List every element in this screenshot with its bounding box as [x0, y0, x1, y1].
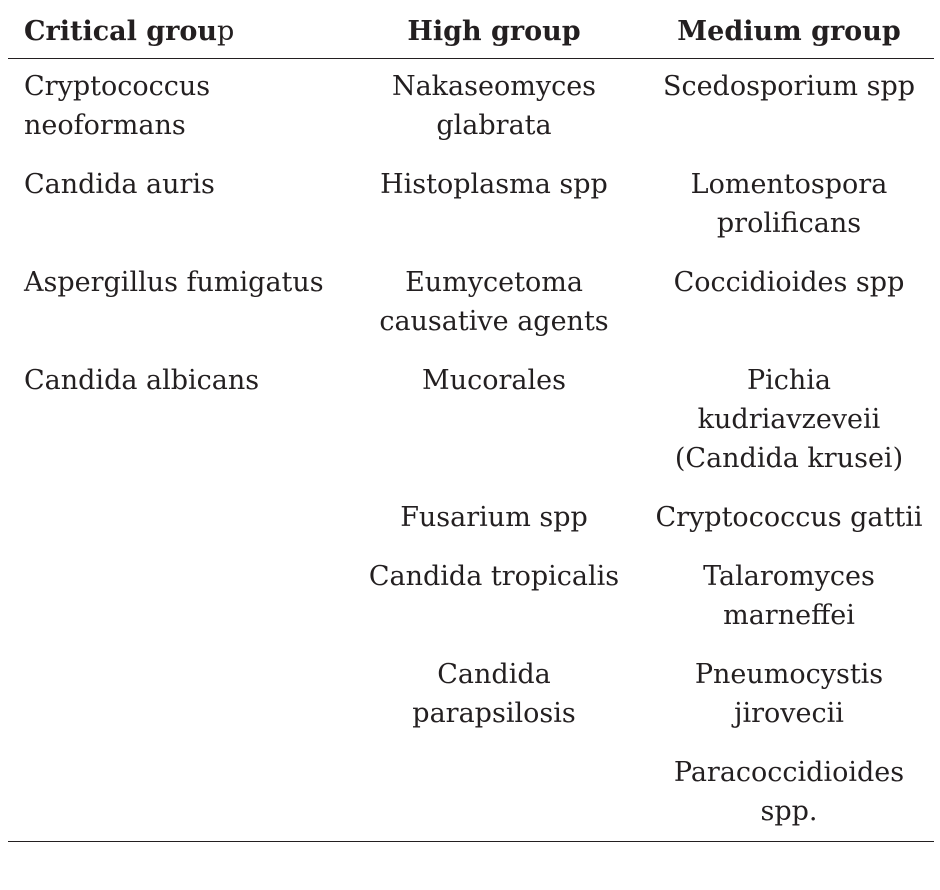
cell-critical: Aspergillus fumigatus [24, 267, 324, 298]
cell-high [344, 745, 644, 842]
cell-high: Eumycetoma causative agents [379, 267, 609, 337]
header-row [8, 6, 934, 59]
cell-medium: Pichia kudriavzeveii (Candida krusei) [674, 365, 904, 474]
cell-medium: Coccidioides spp [673, 267, 905, 298]
cell-high: Mucorales [422, 365, 566, 396]
table-row [8, 490, 934, 549]
table-row [8, 353, 934, 490]
table-row [8, 157, 934, 255]
cell-critical: Candida auris [24, 169, 215, 200]
header-critical-text: Critical grou [24, 15, 218, 47]
header-critical-tail: p [217, 15, 235, 47]
header-high: High group [344, 6, 644, 59]
fungal-priority-table [8, 6, 934, 842]
cell-critical [8, 490, 344, 549]
cell-medium: Cryptococcus gattii [655, 502, 923, 533]
header-critical [8, 6, 344, 59]
cell-medium: Paracoccidioides spp. [644, 745, 934, 842]
cell-medium: Lomentospora prolificans [690, 169, 888, 239]
table-row [8, 647, 934, 745]
cell-high: Histoplasma spp [380, 169, 608, 200]
cell-high: Candida tropicalis [368, 561, 620, 592]
table-row [8, 745, 934, 842]
cell-medium: Talaromyces marneffei [703, 561, 875, 631]
cell-high: Candida parapsilosis [412, 659, 576, 729]
table-row [8, 59, 934, 158]
cell-critical [8, 647, 344, 745]
cell-critical: Cryptococcus neoformans [24, 71, 211, 141]
table-row [8, 255, 934, 353]
cell-high: Fusarium spp [400, 502, 588, 533]
cell-critical [8, 745, 344, 842]
header-medium: Medium group [644, 6, 934, 59]
table-row [8, 549, 934, 647]
cell-critical: Candida albicans [24, 365, 260, 396]
cell-medium: Scedosporium spp [662, 71, 916, 102]
cell-medium: Pneumocystis jirovecii [694, 659, 884, 729]
cell-critical [8, 549, 344, 647]
cell-high: Nakaseomyces glabrata [391, 71, 597, 141]
